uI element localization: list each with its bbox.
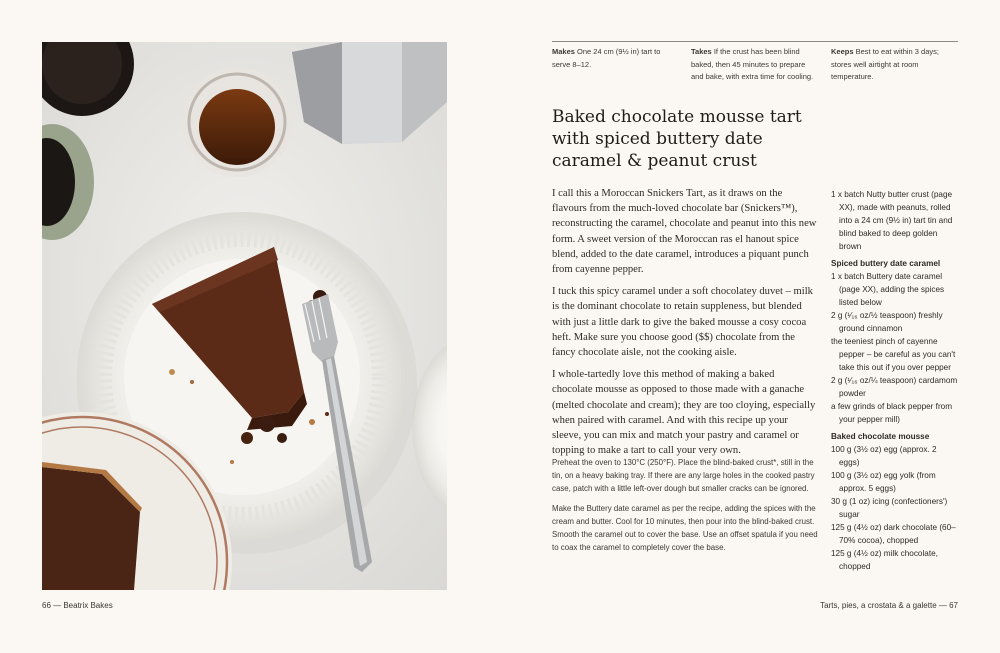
ingredient-item: 125 g (4½ oz) milk chocolate, chopped (831, 549, 938, 571)
makes-label: Makes (552, 47, 575, 56)
ingredient-item: a few grinds of black pepper from your pepper mill) (831, 402, 953, 424)
makes-info (552, 46, 672, 71)
intro-paragraph: I call this a Moroccan Snickers Tart, as it draws on the flavours from the much-loved chocolate bar (Snickers™), reconstructing the caramel, chocolate and peanut into this new form. A sweet version of the Moroccan ras el hanout spice blend, added to the date caramel, introduces a piquant punch from cayenne pepper. (552, 188, 817, 276)
recipe-meta (552, 41, 958, 81)
ingredient-item: 100 g (3½ oz) egg (approx. 2 eggs) (831, 445, 937, 467)
intro-paragraph: I tuck this spicy caramel under a soft chocolatey duvet – milk is the dominant chocolate to retain suppleness, but blended with just a little dark to give the baked mousse a cosy cocoa heft. Make sure you choose good ($$) chocolate from the fancy chocolate aisle, not the cooking aisle. (552, 286, 813, 359)
left-page-folio: 66 — Beatrix Bakes (42, 601, 113, 610)
keeps-info (831, 46, 956, 84)
recipe-title: Baked chocolate mousse tart with spiced buttery date caramel & peanut crust (552, 107, 802, 171)
ingredient-item: 1 x batch Nutty butter crust (page XX), made with peanuts, rolled into a 24 cm (9½ in) tart tin and blind baked to deep golden brown (831, 190, 953, 251)
caramel-heading: Spiced buttery date caramel (831, 259, 941, 268)
method-step: Make the Buttery date caramel as per the recipe, adding the spices with the cream and butter. Cool for 10 minutes, then pour into the blind-baked crust. Smooth the caramel out to cover the base. Use an offset spatula if you need to coax the caramel to completely cover the base. (552, 504, 818, 552)
intro-paragraph: I whole-tartedly love this method of making a baked chocolate mousse as opposed to those made with a ganache (melted chocolate and cream); they are too cloying, especially when paired with caramel. And with this recipe up your sleeve, you can mix and match your pastry and caramel or topping to make a tart to call your very own. (552, 369, 816, 457)
keeps-text: Best to eat within 3 days; stores well airtight at room temperature. (831, 47, 939, 81)
tart-photo-illustration (42, 42, 447, 590)
method-text (552, 456, 820, 561)
ingredient-item: 30 g (1 oz) icing (confectioners') sugar (831, 497, 948, 519)
method-step: Preheat the oven to 130°C (250°F). Place the blind-baked crust*, still in the tin, on a heavy baking tray. If there are any large holes in the cooked pastry case, patch with a little left-over dough but smaller cracks can be ignored. (552, 458, 815, 493)
takes-label: Takes (691, 47, 712, 56)
tart-photo (42, 42, 447, 590)
ingredient-item: 100 g (3½ oz) egg yolk (from approx. 5 eggs) (831, 471, 936, 493)
intro-text (552, 186, 817, 465)
ingredients-list (831, 188, 959, 573)
right-page-folio: Tarts, pies, a crostata & a galette — 67 (820, 601, 958, 610)
mousse-heading: Baked chocolate mousse (831, 432, 930, 441)
ingredient-item: 125 g (4½ oz) dark chocolate (60–70% cocoa), chopped (831, 523, 956, 545)
ingredient-item: 1 x batch Buttery date caramel (page XX), adding the spices listed below (831, 272, 945, 307)
takes-text: If the crust has been blind baked, then 45 minutes to prepare and bake, with extra time for cooling. (691, 47, 814, 81)
ingredient-item: 2 g (¹⁄₁₆ oz/½ teaspoon) freshly ground cinnamon (831, 311, 943, 333)
keeps-label: Keeps (831, 47, 854, 56)
ingredient-item: the teeniest pinch of cayenne pepper – be careful as you can't take this out if you over pepper (831, 337, 956, 372)
makes-text: One 24 cm (9½ in) tart to serve 8–12. (552, 47, 661, 69)
ingredient-item: 2 g (¹⁄₁₆ oz/¼ teaspoon) cardamom powder (831, 376, 958, 398)
takes-info (691, 46, 816, 84)
